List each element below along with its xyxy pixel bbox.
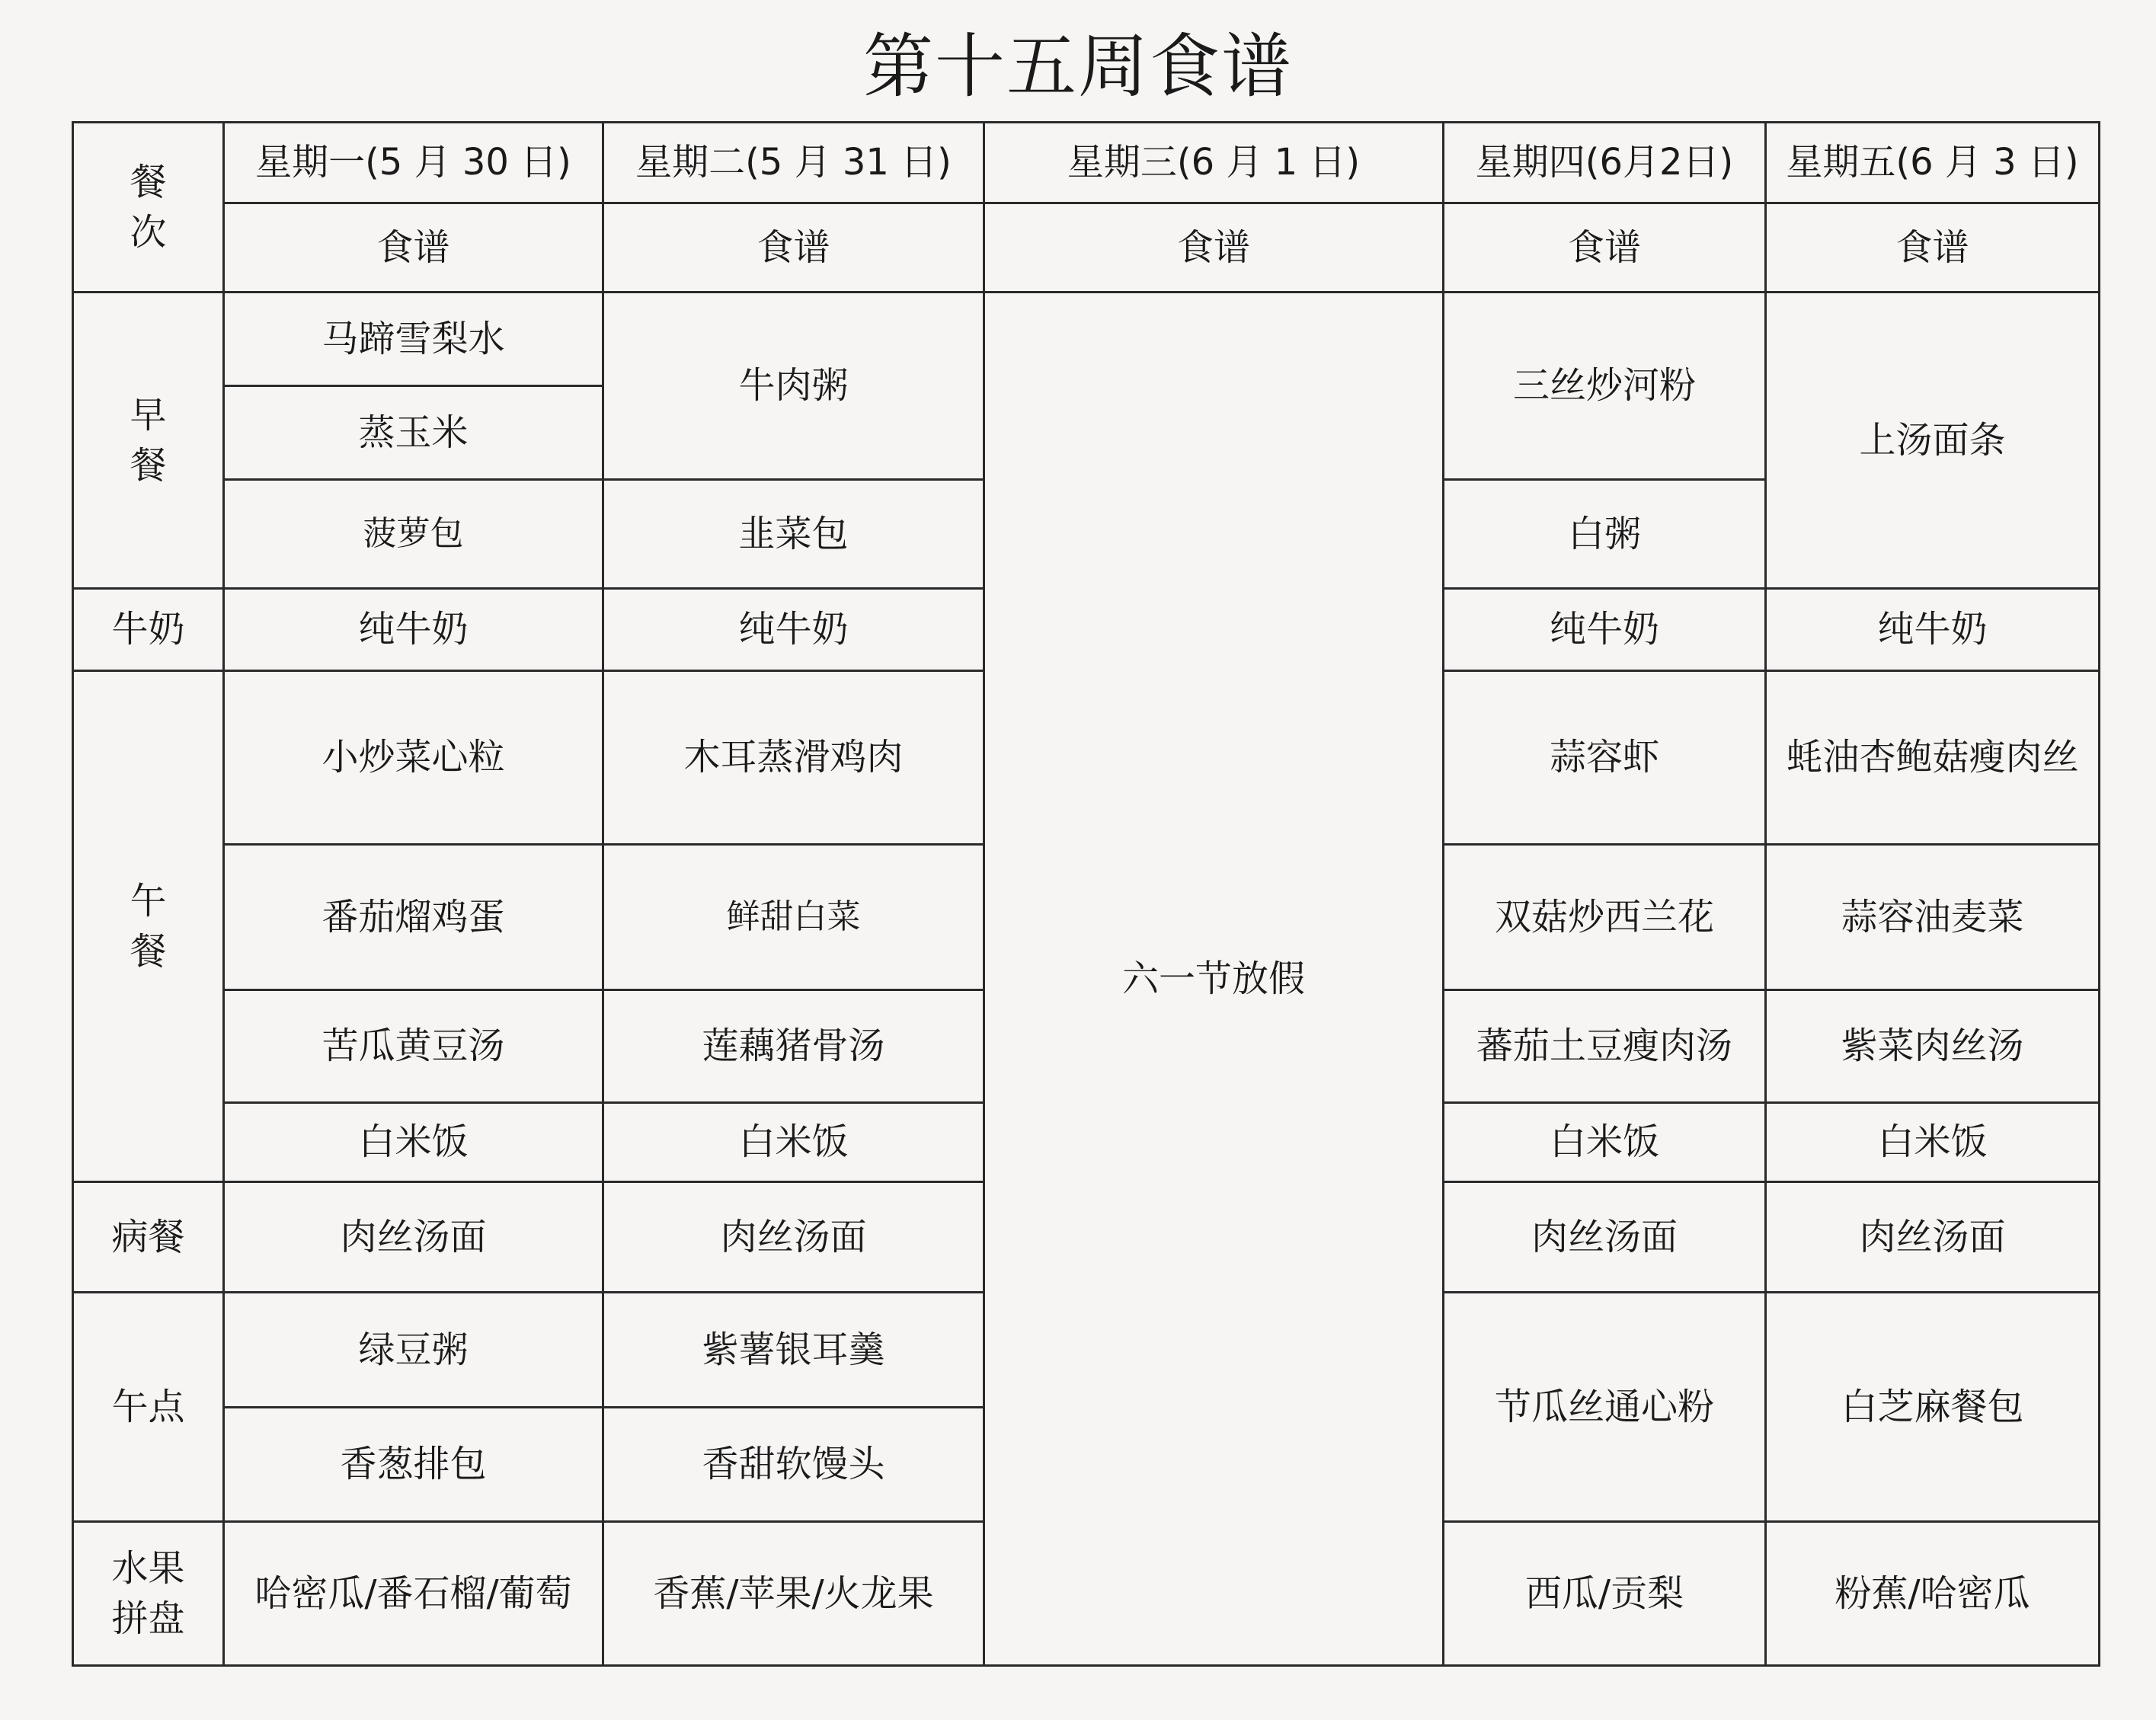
fri-lunch-1: 蚝油杏鲍菇瘦肉丝: [1766, 671, 2100, 845]
mon-lunch-2: 番茄熘鸡蛋: [224, 845, 603, 990]
thu-breakfast-1: 三丝炒河粉: [1444, 293, 1766, 480]
tue-lunch-4: 白米饭: [603, 1103, 984, 1182]
mon-snack-1: 绿豆粥: [224, 1293, 603, 1408]
day-header-mon: 星期一(5 月 30 日): [224, 123, 603, 203]
meal-label-fruit: 水果 拼盘: [73, 1522, 224, 1666]
mon-breakfast-1: 马蹄雪梨水: [224, 293, 603, 386]
recipe-label: 食谱: [224, 203, 603, 293]
thu-milk: 纯牛奶: [1444, 589, 1766, 671]
menu-table: [72, 121, 2100, 1667]
meal-column-header: 餐 次: [73, 123, 224, 293]
day-header-thu: 星期四(6月2日): [1444, 123, 1766, 203]
fri-lunch-2: 蒜容油麦菜: [1766, 845, 2100, 990]
mon-lunch-3: 苦瓜黄豆汤: [224, 990, 603, 1103]
page-title: 第十五周食谱: [862, 26, 1293, 107]
tue-sick: 肉丝汤面: [603, 1182, 984, 1293]
tue-milk: 纯牛奶: [603, 589, 984, 671]
breakfast-row: [73, 293, 2100, 386]
mon-fruit: 哈密瓜/番石榴/葡萄: [224, 1522, 603, 1666]
mon-milk: 纯牛奶: [224, 589, 603, 671]
recipe-label: 食谱: [984, 203, 1444, 293]
recipe-label: 食谱: [1444, 203, 1766, 293]
tue-fruit: 香蕉/苹果/火龙果: [603, 1522, 984, 1666]
fri-milk: 纯牛奶: [1766, 589, 2100, 671]
thu-breakfast-2: 白粥: [1444, 480, 1766, 589]
fri-lunch-3: 紫菜肉丝汤: [1766, 990, 2100, 1103]
recipe-label: 食谱: [603, 203, 984, 293]
mon-breakfast-2: 蒸玉米: [224, 386, 603, 480]
fri-lunch-4: 白米饭: [1766, 1103, 2100, 1182]
tue-lunch-3: 莲藕猪骨汤: [603, 990, 984, 1103]
recipe-label: 食谱: [1766, 203, 2100, 293]
subheader-row: [73, 203, 2100, 293]
thu-lunch-1: 蒜容虾: [1444, 671, 1766, 845]
day-header-tue: 星期二(5 月 31 日): [603, 123, 984, 203]
thu-sick: 肉丝汤面: [1444, 1182, 1766, 1293]
day-header-wed: 星期三(6 月 1 日): [984, 123, 1444, 203]
tue-lunch-1: 木耳蒸滑鸡肉: [603, 671, 984, 845]
fri-fruit: 粉蕉/哈密瓜: [1766, 1522, 2100, 1666]
day-header-fri: 星期五(6 月 3 日): [1766, 123, 2100, 203]
mon-lunch-4: 白米饭: [224, 1103, 603, 1182]
meal-label-lunch: 午 餐: [73, 671, 224, 1182]
mon-breakfast-3: 菠萝包: [224, 480, 603, 589]
thu-fruit: 西瓜/贡梨: [1444, 1522, 1766, 1666]
wed-holiday: 六一节放假: [984, 293, 1444, 1666]
tue-lunch-2: 鲜甜白菜: [603, 845, 984, 990]
tue-breakfast-1: 牛肉粥: [603, 293, 984, 480]
meal-label-snack: 午点: [73, 1293, 224, 1522]
mon-snack-2: 香葱排包: [224, 1408, 603, 1522]
tue-snack-2: 香甜软馒头: [603, 1408, 984, 1522]
thu-lunch-3: 蕃茄土豆瘦肉汤: [1444, 990, 1766, 1103]
fri-snack-1: 白芝麻餐包: [1766, 1293, 2100, 1522]
fri-breakfast-1: 上汤面条: [1766, 293, 2100, 589]
meal-label-sick: 病餐: [73, 1182, 224, 1293]
header-row: [73, 123, 2100, 203]
meal-label-breakfast: 早 餐: [73, 293, 224, 589]
thu-snack-1: 节瓜丝通心粉: [1444, 1293, 1766, 1522]
fri-sick: 肉丝汤面: [1766, 1182, 2100, 1293]
mon-lunch-1: 小炒菜心粒: [224, 671, 603, 845]
tue-breakfast-2: 韭菜包: [603, 480, 984, 589]
tue-snack-1: 紫薯银耳羹: [603, 1293, 984, 1408]
mon-sick: 肉丝汤面: [224, 1182, 603, 1293]
thu-lunch-4: 白米饭: [1444, 1103, 1766, 1182]
meal-label-milk: 牛奶: [73, 589, 224, 671]
thu-lunch-2: 双菇炒西兰花: [1444, 845, 1766, 990]
